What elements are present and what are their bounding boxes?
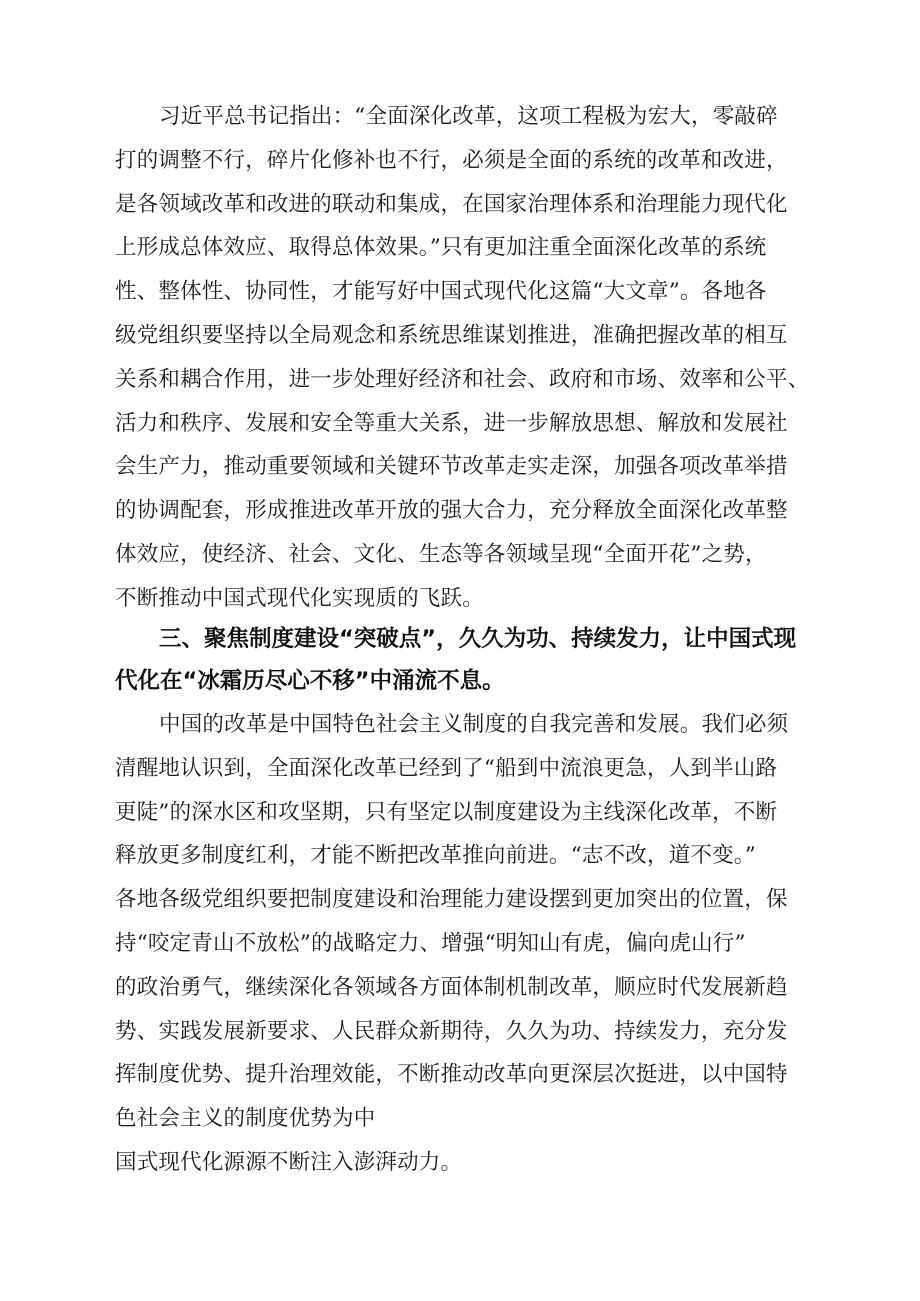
paragraph-line: 清醒地认识到，全面深化改革已经到了“船到中流浪更急，人到半山路 bbox=[115, 755, 778, 781]
section-heading-line: 代化在“冰霜历尽心不移”中涌流不息。 bbox=[115, 668, 505, 694]
paragraph-line: 级党组织要坚持以全局观念和系统思维谋划推进，准确把握改革的相互 bbox=[115, 322, 788, 348]
paragraph-line: 的协调配套，形成推进改革开放的强大合力，充分释放全面深化改革整 bbox=[115, 498, 788, 524]
paragraph-line: 势、实践发展新要求、人民群众新期待，久久为功、持续发力，充分发 bbox=[115, 1018, 788, 1044]
section-heading-three bbox=[115, 618, 845, 702]
paragraph-line: 释放更多制度红利，才能不断把改革推向前进。“志不改，道不变。” bbox=[115, 843, 756, 869]
paragraph-line: 国式现代化源源不断注入澎湃动力。 bbox=[115, 1149, 463, 1175]
paragraph-line: 更陡”的深水区和攻坚期，只有坚定以制度建设为主线深化改革，不断 bbox=[115, 799, 778, 825]
paragraph-line: 关系和耦合作用，进一步处理好经济和社会、政府和市场、效率和公平、 bbox=[115, 366, 810, 392]
paragraph-line: 打的调整不行，碎片化修补也不行，必须是全面的系统的改革和改进， bbox=[115, 147, 788, 173]
section-heading-line: 三、聚焦制度建设“突破点”，久久为功、持续发力，让中国式现 bbox=[159, 626, 797, 652]
paragraph-line: 不断推动中国式现代化实现质的飞跃。 bbox=[115, 585, 484, 611]
paragraph-line: 上形成总体效应、取得总体效果。”只有更加注重全面深化改革的系统 bbox=[115, 235, 767, 261]
paragraph-line: 活力和秩序、发展和安全等重大关系，进一步解放思想、解放和发展社 bbox=[115, 410, 788, 436]
paragraph-line: 各地各级党组织要把制度建设和治理能力建设摆到更加突出的位置，保 bbox=[115, 887, 788, 913]
paragraph-institution-building bbox=[115, 703, 835, 1185]
paragraph-line: 挥制度优势、提升治理效能，不断推动改革向更深层次挺进，以中国特 bbox=[115, 1062, 788, 1088]
paragraph-line: 是各领域改革和改进的联动和集成，在国家治理体系和治理能力现代化 bbox=[115, 191, 788, 217]
paragraph-line: 习近平总书记指出：“全面深化改革，这项工程极为宏大，零敲碎 bbox=[159, 104, 778, 129]
paragraph-line: 的政治勇气，继续深化各领域各方面体制机制改革，顺应时代发展新趋 bbox=[115, 974, 788, 1000]
paragraph-line: 中国的改革是中国特色社会主义制度的自我完善和发展。我们必须 bbox=[159, 712, 789, 737]
paragraph-line: 性、整体性、协同性，才能写好中国式现代化这篇“大文章”。各地各 bbox=[115, 279, 767, 305]
paragraph-line: 持“咬定青山不放松”的战略定力、增强“明知山有虎，偏向虎山行” bbox=[115, 930, 746, 956]
paragraph-line: 会生产力，推动重要领域和关键环节改革走实走深，加强各项改革举措 bbox=[115, 454, 788, 480]
paragraph-system-reform bbox=[115, 95, 835, 621]
paragraph-line: 体效应，使经济、社会、文化、生态等各领域呈现“全面开花”之势， bbox=[115, 541, 767, 567]
paragraph-line: 色社会主义的制度优势为中 bbox=[115, 1106, 376, 1132]
